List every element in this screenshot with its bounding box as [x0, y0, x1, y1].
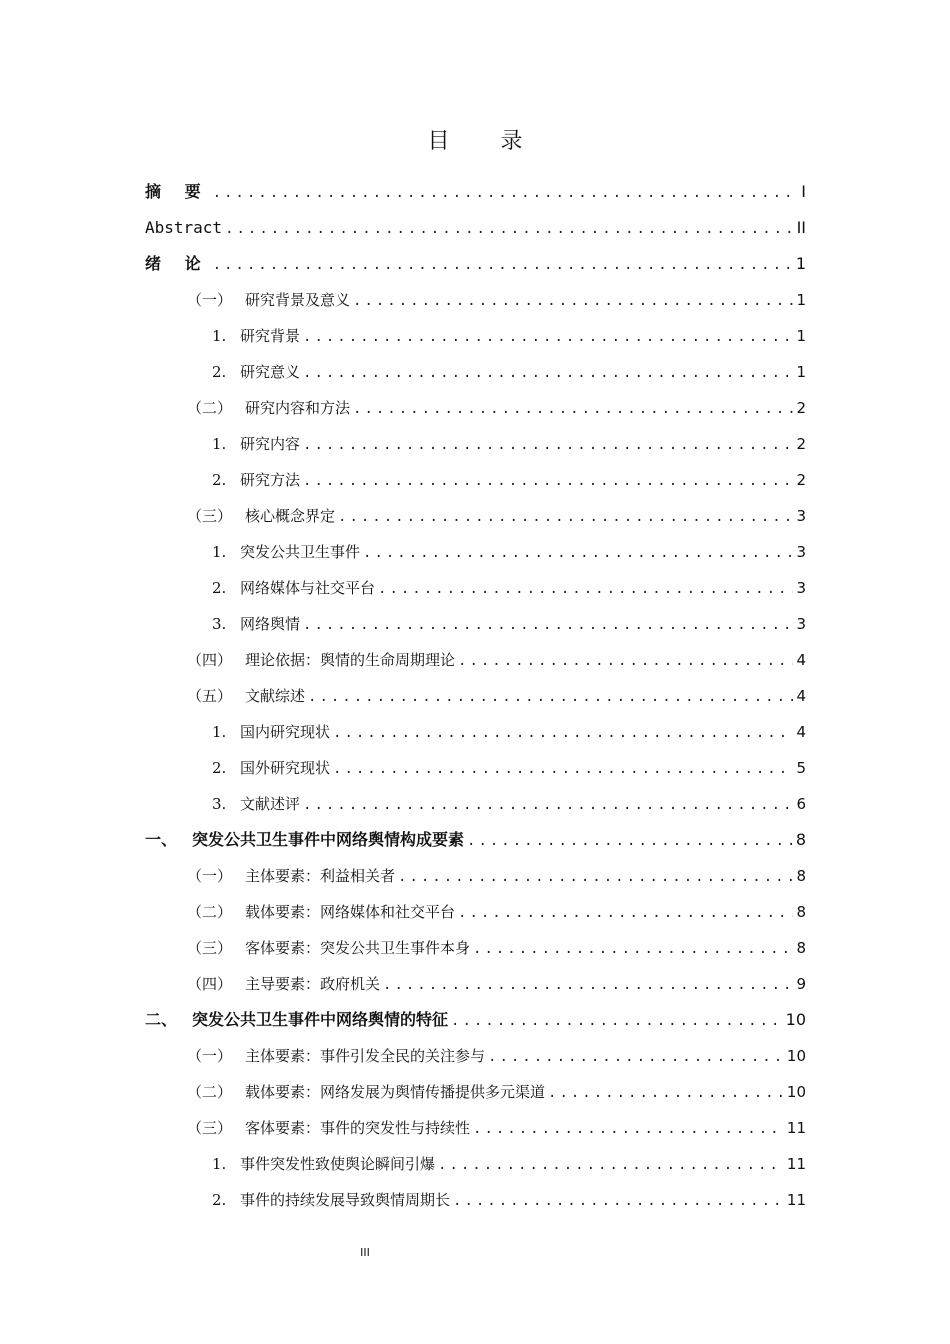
- toc-entry-page: 10: [786, 1047, 806, 1065]
- toc-entry[interactable]: [145, 498, 806, 534]
- toc-entry-label: 突发公共卫生事件中网络舆情的特征: [192, 1010, 449, 1029]
- toc-leader: [398, 859, 793, 895]
- toc-leader: [338, 499, 793, 535]
- toc-entry[interactable]: [145, 966, 806, 1002]
- toc-entry-page: 8: [796, 867, 806, 885]
- toc-entry-page: 1: [796, 363, 806, 381]
- toc-entry-introduction[interactable]: [145, 246, 806, 282]
- toc-entry-page: 8: [796, 903, 806, 921]
- toc-entry-label: 客体要素：突发公共卫生事件本身: [245, 939, 471, 957]
- toc-entry-chapter-1[interactable]: [145, 822, 806, 858]
- toc-entry-page: 2: [796, 435, 806, 453]
- toc-entry-page: 1: [796, 327, 806, 345]
- toc-entry-label: 网络舆情: [240, 615, 301, 633]
- toc-entry-label: 国外研究现状: [240, 759, 331, 777]
- toc-entry-number: 2.: [212, 759, 227, 777]
- toc-entry-label: 文献综述: [245, 687, 306, 705]
- toc-entry[interactable]: [145, 678, 806, 714]
- toc-entry-label: 研究内容和方法: [245, 399, 351, 417]
- toc-entry-label: 国内研究现状: [240, 723, 331, 741]
- toc-title: 目 录: [427, 129, 545, 154]
- toc-entry[interactable]: [145, 534, 806, 570]
- toc-entry-number: 3.: [212, 795, 227, 813]
- toc-entry-number: （三）: [187, 507, 233, 525]
- toc-leader: [458, 643, 793, 679]
- toc-leader: [473, 1111, 784, 1147]
- toc-leader: [303, 787, 793, 823]
- toc-leader: [473, 931, 793, 967]
- toc-entry-page: 1: [795, 254, 806, 273]
- toc-leader: [378, 571, 793, 607]
- toc-entry[interactable]: [145, 570, 806, 606]
- toc-leader: [303, 427, 793, 463]
- toc-entry-label: 网络媒体与社交平台: [240, 579, 376, 597]
- toc-entry-number: 3.: [212, 615, 227, 633]
- toc-leader: [353, 391, 793, 427]
- toc-entry-number: 1.: [212, 435, 227, 453]
- toc-entry[interactable]: [145, 930, 806, 966]
- toc-entry-number: （二）: [187, 399, 233, 417]
- toc-entry-number: 1.: [212, 723, 227, 741]
- toc-entry-page: 10: [785, 1010, 806, 1029]
- toc-entry-label: 主导要素：政府机关: [245, 975, 381, 993]
- toc-entry-abstract-cn[interactable]: [145, 174, 806, 210]
- toc-leader: [303, 463, 793, 499]
- toc-list: [145, 174, 806, 1218]
- toc-entry-number: 二、: [145, 1010, 178, 1029]
- toc-entry-label: 理论依据：舆情的生命周期理论: [245, 651, 456, 669]
- toc-entry-page: 8: [796, 939, 806, 957]
- toc-entry-number: （三）: [187, 1119, 233, 1137]
- toc-entry-label: Abstract: [145, 218, 223, 237]
- toc-entry[interactable]: [145, 786, 806, 822]
- toc-entry-number: 2.: [212, 363, 227, 381]
- toc-entry-label: 主体要素：利益相关者: [245, 867, 396, 885]
- toc-entry-label: 绪 论: [145, 254, 210, 273]
- toc-leader: [213, 175, 799, 211]
- toc-entry-number: （二）: [187, 1083, 233, 1101]
- toc-entry-label: 事件的持续发展导致舆情周期长: [240, 1191, 451, 1209]
- toc-entry-page: 2: [796, 399, 806, 417]
- toc-entry[interactable]: [145, 750, 806, 786]
- toc-leader: [453, 1183, 784, 1219]
- toc-entry-page: 3: [796, 507, 806, 525]
- page-footer-number: III: [360, 1246, 370, 1259]
- toc-entry-number: 2.: [212, 471, 227, 489]
- toc-entry[interactable]: [145, 462, 806, 498]
- toc-entry[interactable]: [145, 1182, 806, 1218]
- toc-entry-page: 11: [786, 1119, 806, 1137]
- toc-leader: [213, 247, 793, 283]
- toc-entry-label: 主体要素：事件引发全民的关注参与: [245, 1047, 486, 1065]
- toc-leader: [451, 1003, 783, 1039]
- toc-leader: [303, 355, 793, 391]
- toc-entry[interactable]: [145, 714, 806, 750]
- toc-leader: [467, 823, 793, 859]
- toc-entry[interactable]: [145, 858, 806, 894]
- toc-entry-chapter-2[interactable]: [145, 1002, 806, 1038]
- toc-entry[interactable]: [145, 390, 806, 426]
- toc-entry-number: 2.: [212, 1191, 227, 1209]
- toc-leader: [225, 211, 794, 247]
- toc-entry-label: 载体要素：网络发展为舆情传播提供多元渠道: [245, 1083, 546, 1101]
- toc-entry[interactable]: [145, 1074, 806, 1110]
- toc-entry-number: （三）: [187, 939, 233, 957]
- toc-entry-number: （五）: [187, 687, 233, 705]
- toc-entry-number: 1.: [212, 543, 227, 561]
- toc-leader: [303, 607, 793, 643]
- toc-entry-page: 4: [796, 723, 806, 741]
- toc-entry[interactable]: [145, 1038, 806, 1074]
- toc-leader: [458, 895, 793, 931]
- toc-entry-number: （四）: [187, 651, 233, 669]
- toc-entry-page: 4: [796, 687, 806, 705]
- toc-leader: [488, 1039, 784, 1075]
- toc-leader: [303, 319, 793, 355]
- toc-entry-number: （一）: [187, 1047, 233, 1065]
- toc-leader: [383, 967, 793, 1003]
- toc-entry[interactable]: [145, 318, 806, 354]
- toc-entry[interactable]: [145, 354, 806, 390]
- toc-entry-page: 2: [796, 471, 806, 489]
- toc-entry[interactable]: [145, 606, 806, 642]
- toc-entry-label: 事件突发性致使舆论瞬间引爆: [240, 1155, 436, 1173]
- toc-entry-page: 6: [796, 795, 806, 813]
- toc-entry-page: 5: [796, 759, 806, 777]
- toc-entry-label: 突发公共卫生事件中网络舆情构成要素: [192, 830, 465, 849]
- toc-entry-label: 摘 要: [145, 182, 210, 201]
- toc-leader: [363, 535, 793, 571]
- toc-entry-label: 文献述评: [240, 795, 301, 813]
- toc-entry-page: 3: [796, 579, 806, 597]
- toc-entry-page: 4: [796, 651, 806, 669]
- toc-entry-number: 2.: [212, 579, 227, 597]
- toc-entry[interactable]: [145, 426, 806, 462]
- toc-entry-label: 载体要素：网络媒体和社交平台: [245, 903, 456, 921]
- toc-entry-label: 核心概念界定: [245, 507, 336, 525]
- toc-entry-page: 11: [786, 1191, 806, 1209]
- toc-entry-page: II: [796, 218, 806, 237]
- toc-leader: [333, 751, 793, 787]
- toc-entry-page: 9: [796, 975, 806, 993]
- toc-entry-number: （二）: [187, 903, 233, 921]
- toc-entry-page: 3: [796, 543, 806, 561]
- toc-entry-number: 一、: [145, 830, 178, 849]
- toc-entry-number: 1.: [212, 327, 227, 345]
- toc-entry[interactable]: [145, 894, 806, 930]
- toc-entry-page: 1: [796, 291, 806, 309]
- toc-entry-page: 8: [795, 830, 806, 849]
- toc-entry-label: 研究背景: [240, 327, 301, 345]
- toc-entry-page: 10: [786, 1083, 806, 1101]
- toc-leader: [353, 283, 793, 319]
- toc-entry-number: （四）: [187, 975, 233, 993]
- toc-entry-label: 研究方法: [240, 471, 301, 489]
- toc-entry-label: 研究意义: [240, 363, 301, 381]
- toc-entry[interactable]: [145, 1110, 806, 1146]
- toc-entry[interactable]: [145, 1146, 806, 1182]
- toc-entry[interactable]: [145, 642, 806, 678]
- toc-entry-abstract-en[interactable]: [145, 210, 806, 246]
- toc-entry-number: 1.: [212, 1155, 227, 1173]
- toc-entry-label: 突发公共卫生事件: [240, 543, 361, 561]
- toc-entry-page: I: [801, 182, 806, 201]
- toc-entry[interactable]: [145, 282, 806, 318]
- toc-entry-label: 研究背景及意义: [245, 291, 351, 309]
- toc-leader: [333, 715, 793, 751]
- toc-entry-number: （一）: [187, 867, 233, 885]
- toc-entry-page: 11: [786, 1155, 806, 1173]
- toc-entry-number: （一）: [187, 291, 233, 309]
- toc-leader: [308, 679, 793, 715]
- toc-leader: [438, 1147, 784, 1183]
- toc-leader: [548, 1075, 784, 1111]
- toc-entry-label: 客体要素：事件的突发性与持续性: [245, 1119, 471, 1137]
- toc-entry-page: 3: [796, 615, 806, 633]
- toc-entry-label: 研究内容: [240, 435, 301, 453]
